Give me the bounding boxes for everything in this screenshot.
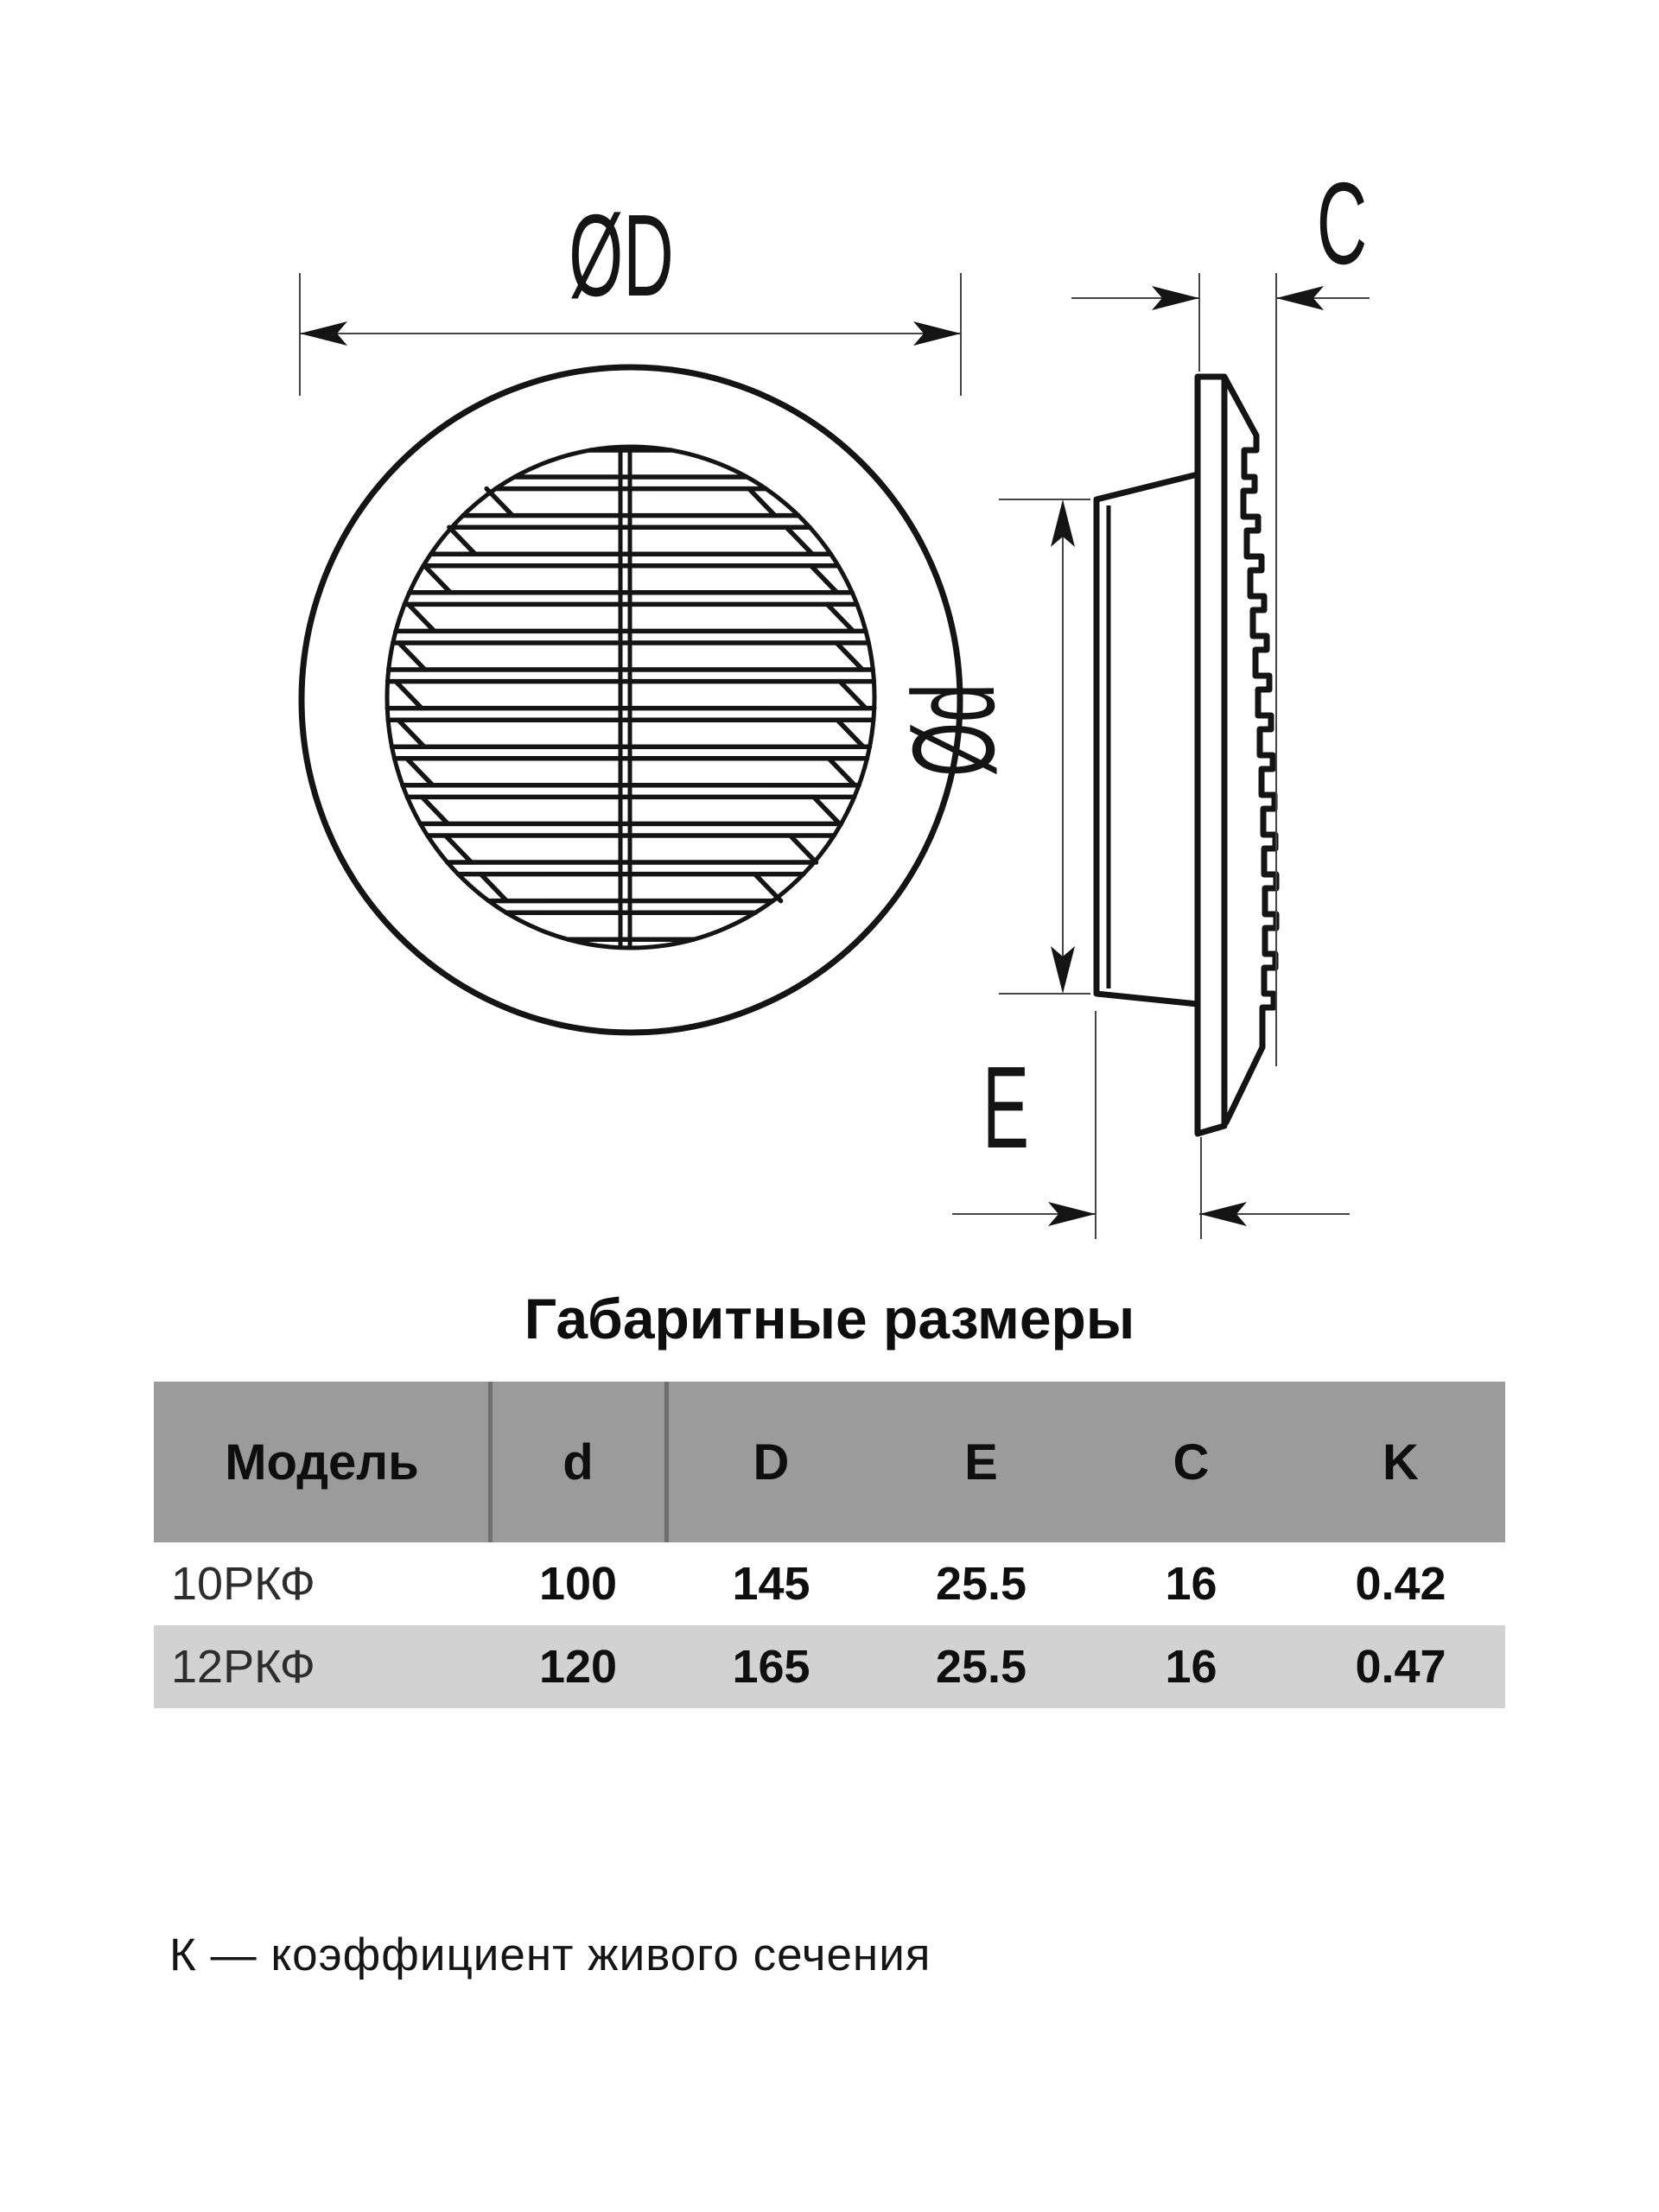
label-depth: E [982, 1041, 1030, 1173]
side-view [1096, 377, 1276, 1134]
label-outer-diameter: ØD [569, 189, 674, 321]
label-thickness: C [1316, 157, 1368, 289]
label-duct-diameter: Ød [887, 683, 1020, 778]
cell-model: 10РКФ [171, 1558, 315, 1610]
cell-E: 25.5 [935, 1558, 1027, 1610]
cell-K: 0.42 [1355, 1558, 1446, 1610]
louver-stack-serrated-profile [1224, 377, 1276, 1122]
footnote-k-definition: К — коэффициент живого сечения [169, 1929, 931, 1980]
duct-spigot [1096, 474, 1198, 1004]
header-D: D [753, 1433, 790, 1491]
table-row [154, 1542, 1505, 1625]
dimension-depth [952, 1011, 1350, 1239]
cell-E: 25.5 [935, 1641, 1027, 1693]
header-model: Модель [225, 1433, 419, 1491]
table-header-row [154, 1382, 1505, 1542]
cell-D: 165 [732, 1641, 810, 1693]
cell-d: 100 [538, 1558, 618, 1610]
grille-center-spine [620, 449, 630, 946]
dimensions-table [154, 1382, 1505, 1708]
header-C: C [1173, 1433, 1210, 1491]
cell-C: 16 [1165, 1558, 1217, 1610]
dimension-duct-diameter [888, 499, 1090, 994]
cell-K: 0.47 [1355, 1641, 1446, 1693]
header-K: K [1382, 1433, 1419, 1491]
cell-D: 145 [732, 1558, 810, 1610]
cell-C: 16 [1165, 1641, 1217, 1693]
header-divider [488, 1382, 493, 1542]
header-E: E [964, 1433, 998, 1491]
header-d: d [563, 1433, 594, 1491]
table-row [154, 1625, 1505, 1708]
front-view [302, 367, 960, 1033]
cell-model: 12РКФ [171, 1641, 315, 1693]
cell-d: 120 [538, 1641, 618, 1693]
flange-plate [1198, 377, 1224, 1134]
header-divider [664, 1382, 669, 1542]
section-title: Габаритные размеры [524, 1287, 1135, 1351]
